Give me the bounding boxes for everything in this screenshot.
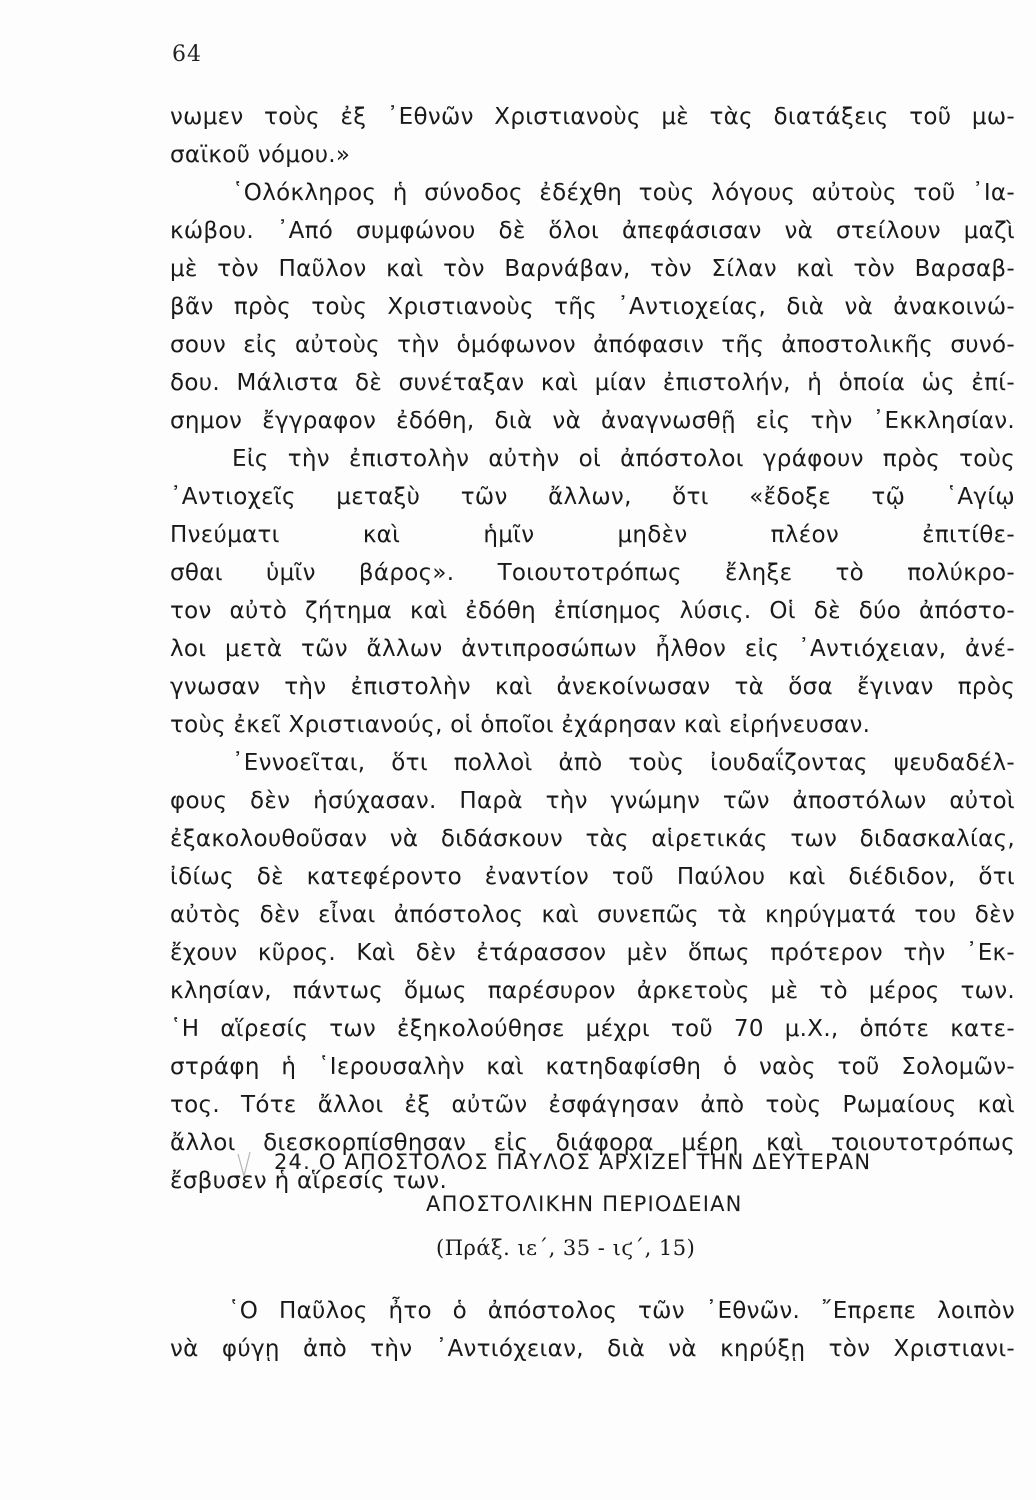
text-line: ᾿Αντιοχεῖς μεταξὺ τῶν ἄλλων, ὅτι «ἔδοξε τῷ ῾Αγίῳ <box>170 484 1015 510</box>
text-line: σημον ἔγγραφον ἐδόθη, διὰ νὰ ἀναγνωσθῇ εἰς τὴν ᾿Εκκλησίαν. <box>170 408 1015 434</box>
text-line: κλησίαν, πάντως ὅμως παρέσυρον ἀρκετοὺς μὲ τὸ μέρος των. <box>170 978 1015 1004</box>
text-line: ἔσβυσεν ἡ αἵρεσίς των. <box>170 1168 448 1194</box>
text-line: ἔχουν κῦρος. Καὶ δὲν ἐτάρασσον μὲν ὅπως πρότερον τὴν ᾿Εκ- <box>170 940 1015 966</box>
scripture-reference: (Πράξ. ιε΄, 35 - ιϛ΄, 15) <box>436 1236 696 1260</box>
text-line: τος. Τότε ἄλλοι ἐξ αὐτῶν ἐσφάγησαν ἀπὸ τοὺς Ρωμαίους καὶ <box>170 1092 1015 1118</box>
text-line: βᾶν πρὸς τοὺς Χριστιανοὺς τῆς ᾿Αντιοχείας, διὰ νὰ ἀνακοινώ- <box>170 294 1015 320</box>
text-line: σθαι ὑμῖν βάρος». Τοιουτοτρόπως ἔληξε τὸ πολύκρο- <box>170 560 1015 586</box>
text-line: φους δὲν ἡσύχασαν. Παρὰ τὴν γνώμην τῶν ἀποστόλων αὐτοὶ <box>170 788 1015 814</box>
section-heading-line2: ΑΠΟΣΤΟΛΙΚΗΝ ΠΕΡΙΟΔΕΙΑΝ <box>426 1192 743 1216</box>
text-line: νωμεν τοὺς ἐξ ᾿Εθνῶν Χριστιανοὺς μὲ τὰς διατάξεις τοῦ μω- <box>170 104 1015 130</box>
text-line: κώβου. ᾿Από συμφώνου δὲ ὅλοι ἀπεφάσισαν νὰ στείλουν μαζὶ <box>170 218 1015 244</box>
text-line: ῾Ολόκληρος ἡ σύνοδος ἐδέχθη τοὺς λόγους αὐτοὺς τοῦ ᾿Ια- <box>232 180 1015 206</box>
pencil-mark-icon <box>236 1150 252 1180</box>
text-line: αὐτὸς δὲν εἶναι ἀπόστολος καὶ συνεπῶς τὰ κηρύγματά του δὲν <box>170 902 1015 928</box>
text-line: στράφη ἡ ῾Ιερουσαλὴν καὶ κατηδαφίσθη ὁ ναὸς τοῦ Σολομῶν- <box>170 1054 1015 1080</box>
page-number: 64 <box>172 42 202 67</box>
text-line: ἐξακολουθοῦσαν νὰ διδάσκουν τὰς αἱρετικάς των διδασκαλίας, <box>170 826 1015 852</box>
text-line: σουν εἰς αὐτοὺς τὴν ὁμόφωνον ἀπόφασιν τῆς ἀποστολικῆς συνό- <box>170 332 1015 358</box>
text-line: μὲ τὸν Παῦλον καὶ τὸν Βαρνάβαν, τὸν Σίλαν καὶ τὸν Βαρσαβ- <box>170 256 1015 282</box>
text-line: ᾿Εννοεῖται, ὅτι πολλοὶ ἀπὸ τοὺς ἰουδαΐζοντας ψευδαδέλ- <box>232 750 1015 776</box>
text-line: σαϊκοῦ νόμου.» <box>170 142 351 168</box>
text-line: νὰ φύγῃ ἀπὸ τὴν ᾿Αντιόχειαν, διὰ νὰ κηρύξῃ τὸν Χριστιανι- <box>170 1336 1015 1362</box>
text-line: δου. Μάλιστα δὲ συνέταξαν καὶ μίαν ἐπιστολήν, ἡ ὁποία ὡς ἐπί- <box>170 370 1015 396</box>
text-line: γνωσαν τὴν ἐπιστολὴν καὶ ἀνεκοίνωσαν τὰ ὅσα ἔγιναν πρὸς <box>170 674 1015 700</box>
text-line: Πνεύματι καὶ ἡμῖν μηδὲν πλέον ἐπιτίθε- <box>170 522 1015 548</box>
text-line: λοι μετὰ τῶν ἄλλων ἀντιπροσώπων ἦλθον εἰς ᾿Αντιόχειαν, ἀνέ- <box>170 636 1015 662</box>
text-line: ῾Ο Παῦλος ἦτο ὁ ἀπόστολος τῶν ᾿Εθνῶν. ῎Επρεπε λοιπὸν <box>228 1298 1015 1324</box>
text-line: ἄλλοι διεσκορπίσθησαν εἰς διάφορα μέρη καὶ τοιουτοτρόπως <box>170 1130 1015 1156</box>
section-heading-line1: 24. Ο ΑΠΟΣΤΟΛΟΣ ΠΑΥΛΟΣ ΑΡΧΙΖΕΙ ΤΗΝ ΔΕΥΤΕΡΑΝ <box>274 1150 872 1174</box>
text-line: τοὺς ἐκεῖ Χριστιανούς, οἱ ὁποῖοι ἐχάρησαν καὶ εἰρήνευσαν. <box>170 712 871 738</box>
text-line: ῾Η αἵρεσίς των ἐξηκολούθησε μέχρι τοῦ 70 μ.Χ., ὁπότε κατε- <box>170 1016 1015 1042</box>
text-line: Εἰς τὴν ἐπιστολὴν αὐτὴν οἱ ἀπόστολοι γράφουν πρὸς τοὺς <box>232 446 1015 472</box>
text-line: ἰδίως δὲ κατεφέροντο ἐναντίον τοῦ Παύλου καὶ διέδιδον, ὅτι <box>170 864 1015 890</box>
text-line: τον αὐτὸ ζήτημα καὶ ἐδόθη ἐπίσημος λύσις. Οἱ δὲ δύο ἀπόστο- <box>170 598 1015 624</box>
